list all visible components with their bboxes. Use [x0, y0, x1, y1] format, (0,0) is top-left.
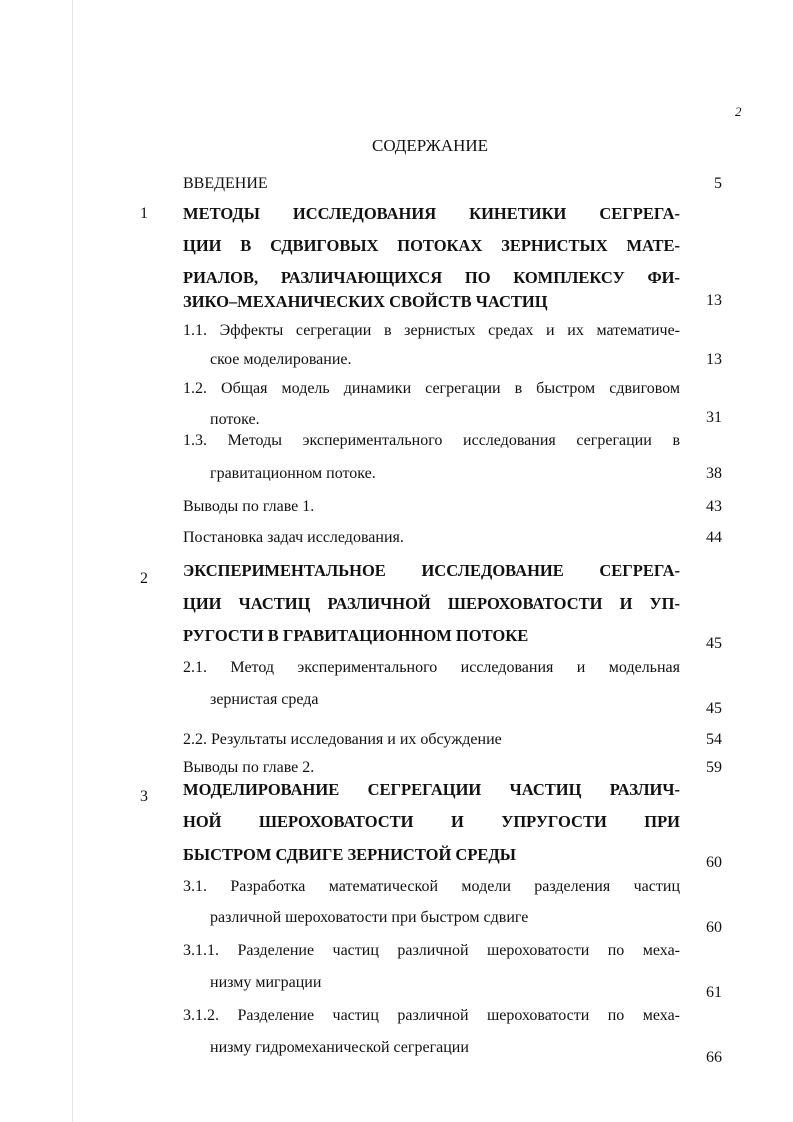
section-1-1-line: ское моделирование.	[210, 351, 352, 368]
chapter-1-title-line: ЦИИ В СДВИГОВЫХ ПОТОКАХ ЗЕРНИСТЫХ МАТЕ-	[183, 236, 680, 255]
chapter-1-tasks: Постановка задач исследования.	[183, 529, 404, 546]
chapter-1-conclusions-page: 43	[706, 498, 722, 515]
scan-edge	[72, 0, 73, 1122]
toc-heading: СОДЕРЖАНИЕ	[372, 136, 489, 155]
section-3-1-2-line: низму гидромеханической сегрегации	[210, 1039, 469, 1056]
page-number: 2	[735, 104, 742, 119]
section-3-1-line: 3.1. Разработка математической модели разделения частиц	[183, 878, 680, 895]
chapter-1-title-line: РИАЛОВ, РАЗЛИЧАЮЩИХСЯ ПО КОМПЛЕКСУ ФИ-	[183, 268, 680, 287]
toc-intro-page: 5	[714, 175, 722, 192]
section-3-1-1-line: низму миграции	[210, 974, 322, 991]
chapter-2-page: 45	[706, 635, 722, 652]
chapter-3-page: 60	[706, 854, 722, 871]
section-3-1-2-line: 3.1.2. Разделение частиц различной шероховатости по меха-	[183, 1007, 680, 1024]
section-3-1-2-page: 66	[706, 1049, 722, 1066]
chapter-2-title-line: ЦИИ ЧАСТИЦ РАЗЛИЧНОЙ ШЕРОХОВАТОСТИ И УП-	[183, 594, 680, 613]
chapter-3-title-line: БЫСТРОМ СДВИГЕ ЗЕРНИСТОЙ СРЕДЫ	[183, 845, 516, 864]
section-2-1-line: 2.1. Метод экспериментального исследования и модельная	[183, 659, 680, 676]
section-1-3-line: гравитационном потоке.	[210, 465, 376, 482]
chapter-1-page: 13	[706, 292, 722, 309]
section-1-3-page: 38	[706, 465, 722, 482]
chapter-2-conclusions-page: 59	[706, 759, 722, 776]
section-1-2-page: 31	[706, 409, 722, 426]
chapter-2-number: 2	[140, 570, 148, 587]
section-1-1-line: 1.1. Эффекты сегрегации в зернистых средах и их математиче-	[183, 322, 680, 339]
section-1-2-line: 1.2. Общая модель динамики сегрегации в быстром сдвиговом	[183, 380, 680, 397]
chapter-2-title-line: ЭКСПЕРИМЕНТАЛЬНОЕ ИССЛЕДОВАНИЕ СЕГРЕГА-	[183, 561, 680, 580]
section-1-2-line: потоке.	[210, 411, 260, 428]
section-2-1-page: 45	[706, 700, 722, 717]
section-2-1-line: зернистая среда	[210, 691, 319, 708]
chapter-1-conclusions: Выводы по главе 1.	[183, 498, 315, 515]
section-3-1-1-line: 3.1.1. Разделение частиц различной шероховатости по меха-	[183, 942, 680, 959]
chapter-3-title-line: МОДЕЛИРОВАНИЕ СЕГРЕГАЦИИ ЧАСТИЦ РАЗЛИЧ-	[183, 780, 680, 799]
chapter-1-tasks-page: 44	[706, 529, 722, 546]
chapter-2-conclusions: Выводы по главе 2.	[183, 759, 315, 776]
section-1-3-line: 1.3. Методы экспериментального исследования сегрегации в	[183, 432, 680, 449]
chapter-3-title-line: НОЙ ШЕРОХОВАТОСТИ И УПРУГОСТИ ПРИ	[183, 812, 680, 831]
section-3-1-1-page: 61	[706, 984, 722, 1001]
chapter-1-number: 1	[140, 205, 148, 222]
toc-intro-label: ВВЕДЕНИЕ	[183, 175, 268, 192]
chapter-1-title-line: ЗИКО–МЕХАНИЧЕСКИХ СВОЙСТВ ЧАСТИЦ	[183, 292, 548, 311]
chapter-2-title-line: РУГОСТИ В ГРАВИТАЦИОННОМ ПОТОКЕ	[183, 626, 529, 645]
section-2-2-line: 2.2. Результаты исследования и их обсуждение	[183, 731, 502, 748]
section-3-1-line: различной шероховатости при быстром сдвиге	[210, 909, 529, 926]
chapter-1-title-line: МЕТОДЫ ИССЛЕДОВАНИЯ КИНЕТИКИ СЕГРЕГА-	[183, 204, 680, 223]
section-1-1-page: 13	[706, 351, 722, 368]
chapter-3-number: 3	[140, 788, 148, 805]
section-3-1-page: 60	[706, 919, 722, 936]
section-2-2-page: 54	[706, 731, 722, 748]
